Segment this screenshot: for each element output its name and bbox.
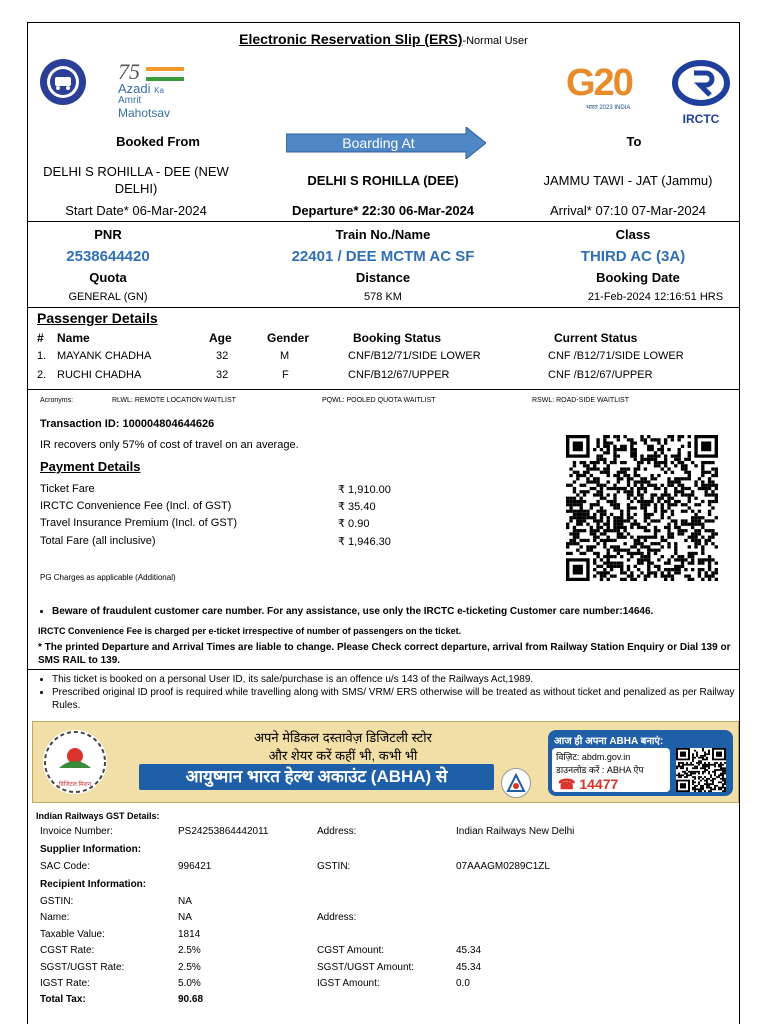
payment-amount: ₹ 35.40 — [338, 501, 376, 513]
booking-status: CNF/B12/71/SIDE LOWER — [348, 350, 481, 362]
payment-label: Ticket Fare — [40, 483, 95, 495]
class-label: Class — [615, 227, 651, 242]
col-booking-status: Booking Status — [353, 331, 442, 345]
transaction-id: Transaction ID: 100004804644626 — [40, 418, 215, 430]
to-station: JAMMU TAWI - JAT (Jammu) — [543, 173, 713, 188]
sgst-rate-label: SGST/UGST Rate: — [40, 962, 125, 973]
igst-amount-label: IGST Amount: — [317, 978, 380, 989]
pg-charges-note: PG Charges as applicable (Additional) — [40, 573, 176, 582]
ticket-rules — [36, 673, 736, 712]
page-title — [28, 31, 739, 47]
gstin-value: 07AAAGM0289C1ZL — [456, 861, 550, 872]
start-date: Start Date* 06-Mar-2024 — [65, 203, 207, 218]
cgst-rate: 2.5% — [178, 945, 201, 956]
col-gender: Gender — [267, 331, 310, 345]
col-age: Age — [209, 331, 232, 345]
col-number: # — [37, 331, 44, 345]
row-number: 2. — [37, 369, 47, 381]
total-tax: 90.68 — [178, 994, 204, 1005]
taxable-value-label: Taxable Value: — [40, 929, 105, 940]
divider — [28, 307, 739, 308]
convenience-fee-notice: IRCTC Convenience Fee is charged per e-ticket irrespective of number of passengers on the ticket. — [38, 626, 462, 636]
payment-label: IRCTC Convenience Fee (Incl. of GST) — [40, 500, 232, 512]
booking-date-label: Booking Date — [596, 270, 680, 285]
passenger-gender: M — [280, 350, 290, 362]
passenger-name: MAYANK CHADHA — [57, 350, 152, 362]
sgst-rate: 2.5% — [178, 962, 201, 973]
total-tax-label: Total Tax: — [40, 994, 86, 1005]
divider — [28, 389, 739, 390]
acronym-rlwl: RLWL: REMOTE LOCATION WAITLIST — [112, 397, 236, 404]
invoice-number: PS24253864442011 — [178, 826, 269, 837]
from-station: DELHI S ROHILLA - DEE (NEW DELHI) — [43, 164, 229, 196]
payment-details-title: Payment Details — [40, 459, 141, 474]
fraud-notice: • Beware of fraudulent customer care number. For any assistance, use only the IRCTC e-ticketing Customer care number:14646. — [36, 606, 736, 617]
timing-notice: * The printed Departure and Arrival Times are liable to change. Please Check correct departure, arrival from Railway Station Enquiry or Dial 139 or SMS RAIL to 139. — [38, 642, 731, 666]
banner-line2: और शेयर करें कहीं भी, कभी भी — [268, 748, 418, 763]
divider — [28, 221, 739, 222]
g20-logo: G20 भारत 2023 INDIA — [566, 62, 632, 111]
recipient-gstin: NA — [178, 896, 192, 907]
pnr-number: 2538644420 — [66, 248, 150, 265]
payment-label: Travel Insurance Premium (Incl. of GST) — [40, 517, 238, 529]
igst-amount: 0.0 — [456, 978, 470, 989]
booked-from-label: Booked From — [116, 134, 200, 149]
acronym-rswl: RSWL: ROAD-SIDE WAITLIST — [532, 397, 629, 404]
to-label: To — [626, 134, 642, 149]
boarding-at-label: Boarding At — [342, 135, 415, 151]
gstin-label: GSTIN: — [317, 861, 351, 872]
cgst-rate-label: CGST Rate: — [40, 945, 95, 956]
sgst-amount: 45.34 — [456, 962, 482, 973]
sac-label: SAC Code: — [40, 861, 91, 872]
acronyms-label: Acronyms: — [40, 397, 74, 404]
banner-line3: आयुष्मान भारत हेल्थ अकाउंट (ABHA) से — [139, 764, 494, 790]
cgst-amount-label: CGST Amount: — [317, 945, 385, 956]
recipient-name: NA — [178, 912, 192, 923]
current-status: CNF /B12/71/SIDE LOWER — [548, 350, 684, 362]
train-label: Train No./Name — [335, 227, 431, 242]
payment-label: Total Fare (all inclusive) — [40, 535, 156, 547]
quota-label: Quota — [89, 270, 127, 285]
irctc-logo: IRCTC — [670, 59, 732, 123]
ers-subtitle: -Normal User — [462, 35, 528, 47]
ers-ticket — [27, 22, 740, 1024]
recipient-name-label: Name: — [40, 912, 70, 923]
payment-amount: ₹ 1,910.00 — [338, 484, 391, 496]
distance-value: 578 KM — [364, 291, 402, 303]
payment-amount: ₹ 0.90 — [338, 518, 370, 530]
ers-title: Electronic Reservation Slip (ERS) — [239, 31, 463, 47]
current-status: CNF /B12/67/UPPER — [548, 369, 653, 381]
departure-time: Departure* 22:30 06-Mar-2024 — [291, 203, 475, 218]
passenger-age: 32 — [216, 350, 229, 362]
igst-rate: 5.0% — [178, 978, 201, 989]
indian-railways-logo — [38, 57, 88, 107]
sgst-amount-label: SGST/UGST Amount: — [317, 962, 415, 973]
phone-icon: ☎ — [558, 776, 576, 792]
digital-mission-logo: डिजिटल मिशन — [41, 728, 109, 796]
recipient-gstin-label: GSTIN: — [40, 896, 74, 907]
quota-value: GENERAL (GN) — [68, 291, 148, 303]
abha-app-icon — [501, 768, 531, 798]
ir-recovery-note: IR recovers only 57% of cost of travel on an average. — [40, 439, 299, 451]
col-name: Name — [57, 331, 90, 345]
supplier-info-label: Supplier Information: — [40, 844, 142, 855]
gst-title: Indian Railways GST Details: — [36, 811, 160, 821]
recipient-address-label: Address: — [317, 912, 357, 923]
passenger-gender: F — [282, 369, 289, 381]
abdm-website-link[interactable]: विज़िट: abdm.gov.in — [556, 752, 631, 762]
passenger-name: RUCHI CHADHA — [57, 369, 142, 381]
pnr-label: PNR — [94, 227, 122, 242]
rule-item: • This ticket is booked on a personal User ID, its sale/purchase is an offence u/s 143 of the Railways Act,1989. — [52, 673, 736, 686]
booking-status: CNF/B12/67/UPPER — [348, 369, 450, 381]
recipient-info-label: Recipient Information: — [40, 879, 147, 890]
address-value: Indian Railways New Delhi — [456, 826, 575, 837]
distance-label: Distance — [355, 270, 411, 285]
passenger-age: 32 — [216, 369, 229, 381]
train-number-name: 22401 / DEE MCTM AC SF — [291, 248, 475, 265]
arrival-time: Arrival* 07:10 07-Mar-2024 — [549, 203, 707, 218]
igst-rate-label: IGST Rate: — [40, 978, 90, 989]
travel-class: THIRD AC (3A) — [580, 248, 686, 265]
azadi-ka-amrit-mahotsav-logo: 75 Azadi Ka Amrit Mahotsav — [116, 59, 196, 109]
booking-date-value: 21-Feb-2024 12:16:51 HRS — [587, 291, 724, 303]
abha-qr-code — [676, 748, 726, 792]
rule-item: • Prescribed original ID proof is required while travelling along with SMS/ VRM/ ERS otherwise will be treated as without ticket and penalized as per Railway Rules. — [52, 686, 736, 712]
taxable-value: 1814 — [178, 929, 201, 940]
col-current-status: Current Status — [554, 331, 638, 345]
divider — [28, 669, 739, 670]
payment-amount: ₹ 1,946.30 — [338, 536, 391, 548]
ticket-qr-code — [566, 435, 718, 581]
abha-phone[interactable]: ☎ 14477 — [558, 776, 619, 792]
acronym-pqwl: PQWL: POOLED QUOTA WAITLIST — [322, 397, 436, 404]
banner-line1: अपने मेडिकल दस्तावेज़ डिजिटली स्टोर — [254, 730, 432, 745]
passenger-details-title: Passenger Details — [37, 310, 158, 326]
sac-code: 996421 — [178, 861, 212, 872]
boarding-at-arrow — [286, 127, 486, 159]
address-label: Address: — [317, 826, 357, 837]
invoice-label: Invoice Number: — [40, 826, 113, 837]
cgst-amount: 45.34 — [456, 945, 482, 956]
abha-info-box: आज ही अपना ABHA बनाएं: विज़िट: abdm.gov.in डाउनलोड करें : ABHA ऐप ☎ 14477 — [548, 730, 733, 796]
abha-banner[interactable] — [32, 721, 739, 803]
row-number: 1. — [37, 350, 47, 362]
boarding-station: DELHI S ROHILLA (DEE) — [307, 173, 459, 188]
